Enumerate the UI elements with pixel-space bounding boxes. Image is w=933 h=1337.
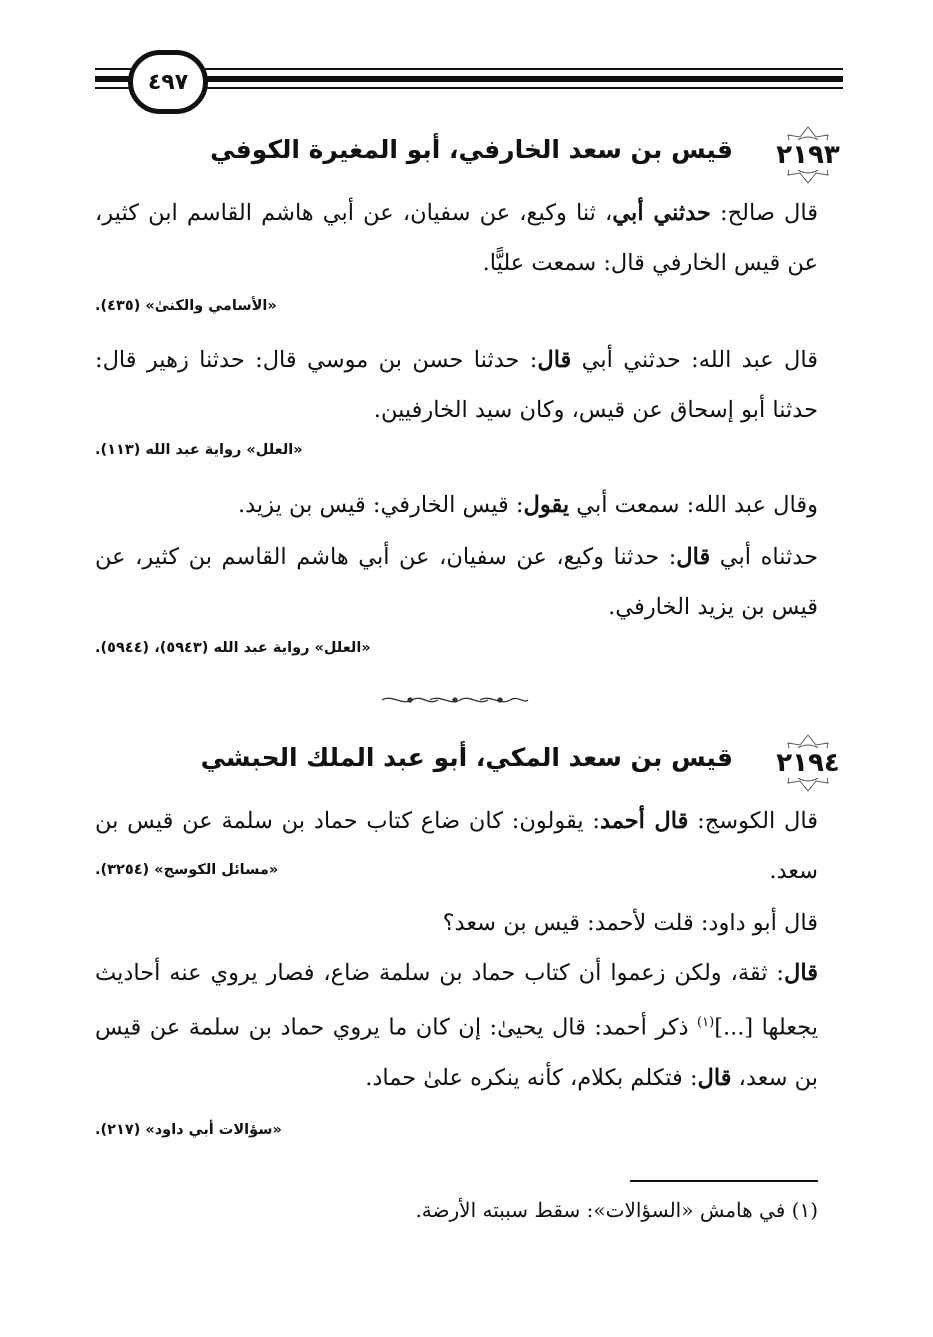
text-run: : حدثنا حسن بن موسي قال: حدثنا زهير قال: حدثنا أبو إسحاق عن قيس، وكان سيد الخارفيين. — [95, 347, 818, 423]
paragraph — [95, 480, 818, 530]
paragraph — [95, 948, 818, 1103]
paragraph — [95, 335, 818, 435]
citation: «الأسامي والكنىٰ» (٤٣٥). — [95, 298, 277, 314]
footnote-number: (١) — [791, 1198, 818, 1222]
footnote-text: في هامش «السؤالات»: سقط سببته الأرضة. — [415, 1198, 786, 1222]
text-run: : حدثنا وكيع، عن سفيان، عن أبي هاشم القاسم بن كثير، عن قيس بن يزيد الخارفي. — [95, 544, 818, 620]
bold-text: قال أحمد — [599, 808, 689, 834]
header-rule-top — [95, 68, 843, 70]
footnote — [415, 1198, 818, 1222]
paragraph — [95, 532, 818, 632]
text-run: : يقولون: كان ضاع كتاب حماد بن سلمة عن قيس بن سعد. — [95, 808, 818, 884]
bold-text: قال — [784, 960, 818, 986]
bold-text: قال — [676, 544, 711, 570]
entry-title: قيس بن سعد المكي، أبو عبد الملك الحبشي — [200, 743, 733, 772]
text-run: وقال عبد الله: سمعت أبي — [569, 492, 818, 518]
footnote-rule — [630, 1180, 818, 1182]
page-number — [128, 50, 208, 114]
text-run: : فتكلم بكلام، كأنه ينكره علىٰ حماد. — [365, 1064, 698, 1091]
paragraph — [95, 898, 818, 948]
entry-number: ٢١٩٤ — [776, 748, 840, 778]
entry-heading — [90, 125, 848, 185]
footnote-marker: (١) — [697, 1015, 715, 1030]
bold-text: قال — [537, 347, 572, 373]
text-run: قال عبد الله: حدثني أبي — [571, 347, 818, 373]
paragraph — [95, 796, 818, 896]
bold-text: يقول — [523, 492, 570, 518]
citation: «سؤالات أبي داود» (٢١٧). — [95, 1122, 282, 1138]
entry-title: قيس بن سعد الخارفي، أبو المغيرة الكوفي — [210, 135, 733, 164]
paragraph — [95, 188, 818, 288]
text-run: قال أبو داود: قلت لأحمد: قيس بن سعد؟ — [442, 910, 818, 936]
text-run: قال صالح: — [710, 200, 818, 226]
text-run: : قيس الخارفي: قيس بن يزيد. — [237, 492, 524, 518]
entry-number: ٢١٩٣ — [776, 140, 840, 170]
text-run: : ثقة، ولكن زعموا أن كتاب حماد بن سلمة ضاع، فصار يروي عنه أحاديث يجعلها [...] — [95, 960, 818, 1041]
entry-heading — [90, 733, 848, 793]
bold-text: قال — [697, 1064, 732, 1091]
entry-number-badge — [768, 125, 848, 185]
text-run: ذكر أحمد: قال يحيىٰ: إن كان ما يروي حماد بن سلمة عن قيس بن سعد، — [95, 1014, 818, 1091]
text-run: حدثناه أبي — [710, 544, 818, 570]
citation: «العلل» رواية عبد الله (٥٩٤٣)، (٥٩٤٤). — [95, 640, 371, 656]
entry-number-badge — [768, 733, 848, 793]
divider-ornament-icon — [380, 692, 530, 708]
text-run: قال الكوسج: — [688, 808, 818, 834]
bold-text: حدثني أبي — [612, 200, 711, 226]
page-number-text: ٤٩٧ — [147, 69, 189, 95]
text-run: ، ثنا وكيع، عن سفيان، عن أبي هاشم القاسم ابن كثير، عن قيس الخارفي قال: سمعت عليًّا. — [95, 200, 818, 276]
citation: «مسائل الكوسج» (٣٢٥٤). — [95, 862, 279, 878]
citation: «العلل» رواية عبد الله (١١٣). — [95, 442, 303, 458]
